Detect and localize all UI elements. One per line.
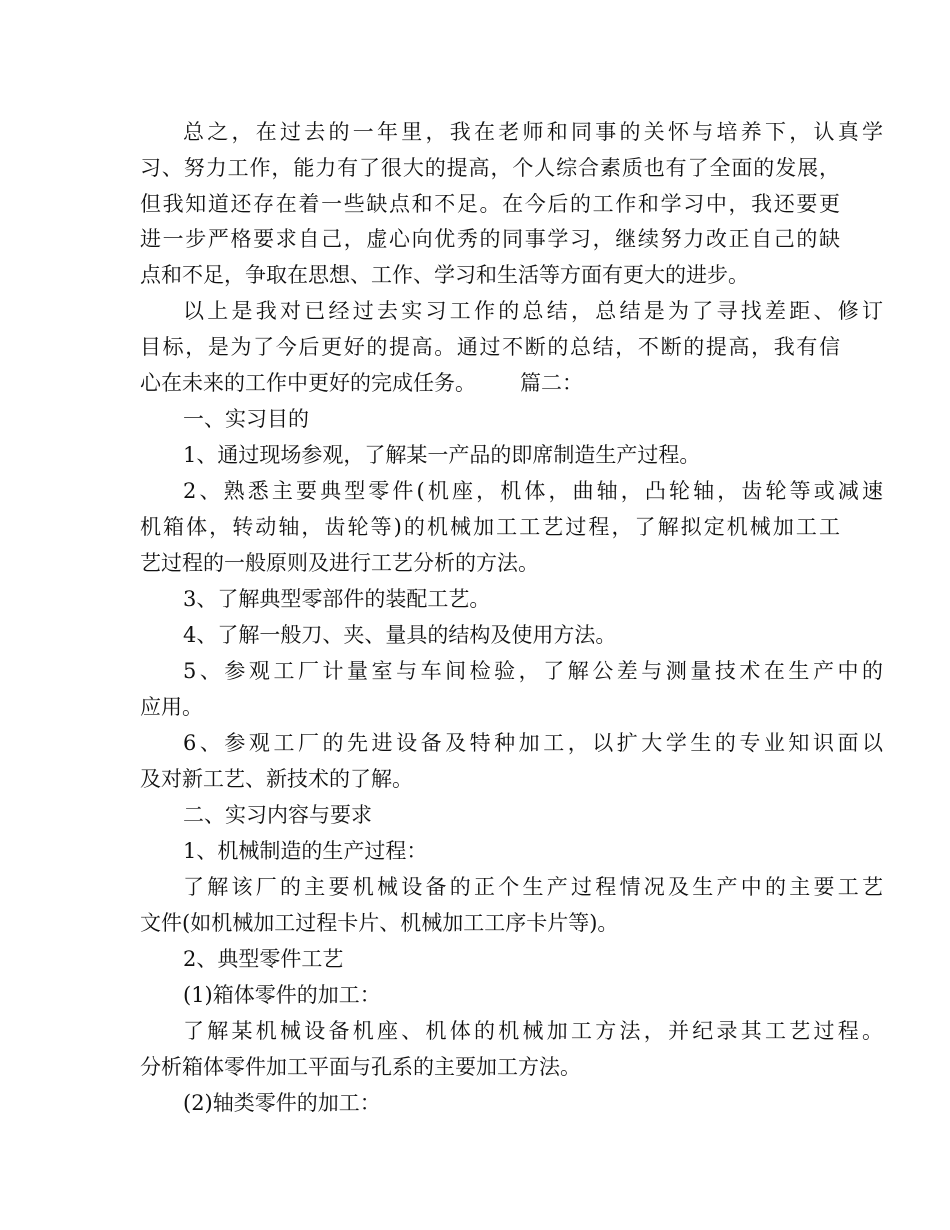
paragraph-line: 总之，在过去的一年里，我在老师和同事的关怀与培养下，认真学 xyxy=(183,120,883,144)
paragraph-line: 了解某机械设备机座、机体的机械加工方法，并纪录其工艺过程。 xyxy=(183,1019,883,1043)
list-item: 应用。 xyxy=(140,695,203,719)
list-item: 3、了解典型零部件的装配工艺。 xyxy=(183,587,491,611)
subheading: (1)箱体零件的加工： xyxy=(183,983,381,1007)
paragraph-text: 心在未来的工作中更好的完成任务。 xyxy=(140,371,476,395)
subheading: 1、机械制造的生产过程： xyxy=(183,839,428,863)
section-label: 篇二： xyxy=(520,371,583,395)
section-heading: 二、实习内容与要求 xyxy=(183,803,372,827)
paragraph-line: 以上是我对已经过去实习工作的总结，总结是为了寻找差距、修订 xyxy=(183,299,883,323)
paragraph-line: 了解该厂的主要机械设备的正个生产过程情况及生产中的主要工艺 xyxy=(183,875,883,899)
list-item: 5、参观工厂计量室与车间检验，了解公差与测量技术在生产中的 xyxy=(183,659,883,683)
paragraph-line: 分析箱体零件加工平面与孔系的主要加工方法。 xyxy=(140,1055,581,1079)
list-item: 及对新工艺、新技术的了解。 xyxy=(140,767,413,791)
paragraph-line xyxy=(140,365,840,401)
paragraph-line: 点和不足，争取在思想、工作、学习和生活等方面有更大的进步。 xyxy=(140,263,749,287)
list-item: 艺过程的一般原则及进行工艺分析的方法。 xyxy=(140,551,539,575)
list-item: 1、通过现场参观，了解某一产品的即席制造生产过程。 xyxy=(183,443,701,467)
section-heading: 一、实习目的 xyxy=(183,407,309,431)
list-item: 机箱体，转动轴，齿轮等)的机械加工工艺过程，了解拟定机械加工工 xyxy=(140,515,840,539)
paragraph-line: 文件(如机械加工过程卡片、机械加工工序卡片等)。 xyxy=(140,911,619,935)
paragraph-line: 习、努力工作，能力有了很大的提高，个人综合素质也有了全面的发展， xyxy=(140,156,840,180)
subheading: 2、典型零件工艺 xyxy=(183,947,344,971)
list-item: 4、了解一般刀、夹、量具的结构及使用方法。 xyxy=(183,623,617,647)
subheading: (2)轴类零件的加工： xyxy=(183,1091,381,1115)
list-item: 2、熟悉主要典型零件(机座，机体，曲轴，凸轮轴，齿轮等或减速 xyxy=(183,479,883,503)
paragraph-line: 目标，是为了今后更好的提高。通过不断的总结，不断的提高，我有信 xyxy=(140,335,840,359)
list-item: 6、参观工厂的先进设备及特种加工，以扩大学生的专业知识面以 xyxy=(183,731,883,755)
paragraph-line: 进一步严格要求自己，虚心向优秀的同事学习，继续努力改正自己的缺 xyxy=(140,227,840,251)
paragraph-line: 但我知道还存在着一些缺点和不足。在今后的工作和学习中，我还要更 xyxy=(140,192,840,216)
